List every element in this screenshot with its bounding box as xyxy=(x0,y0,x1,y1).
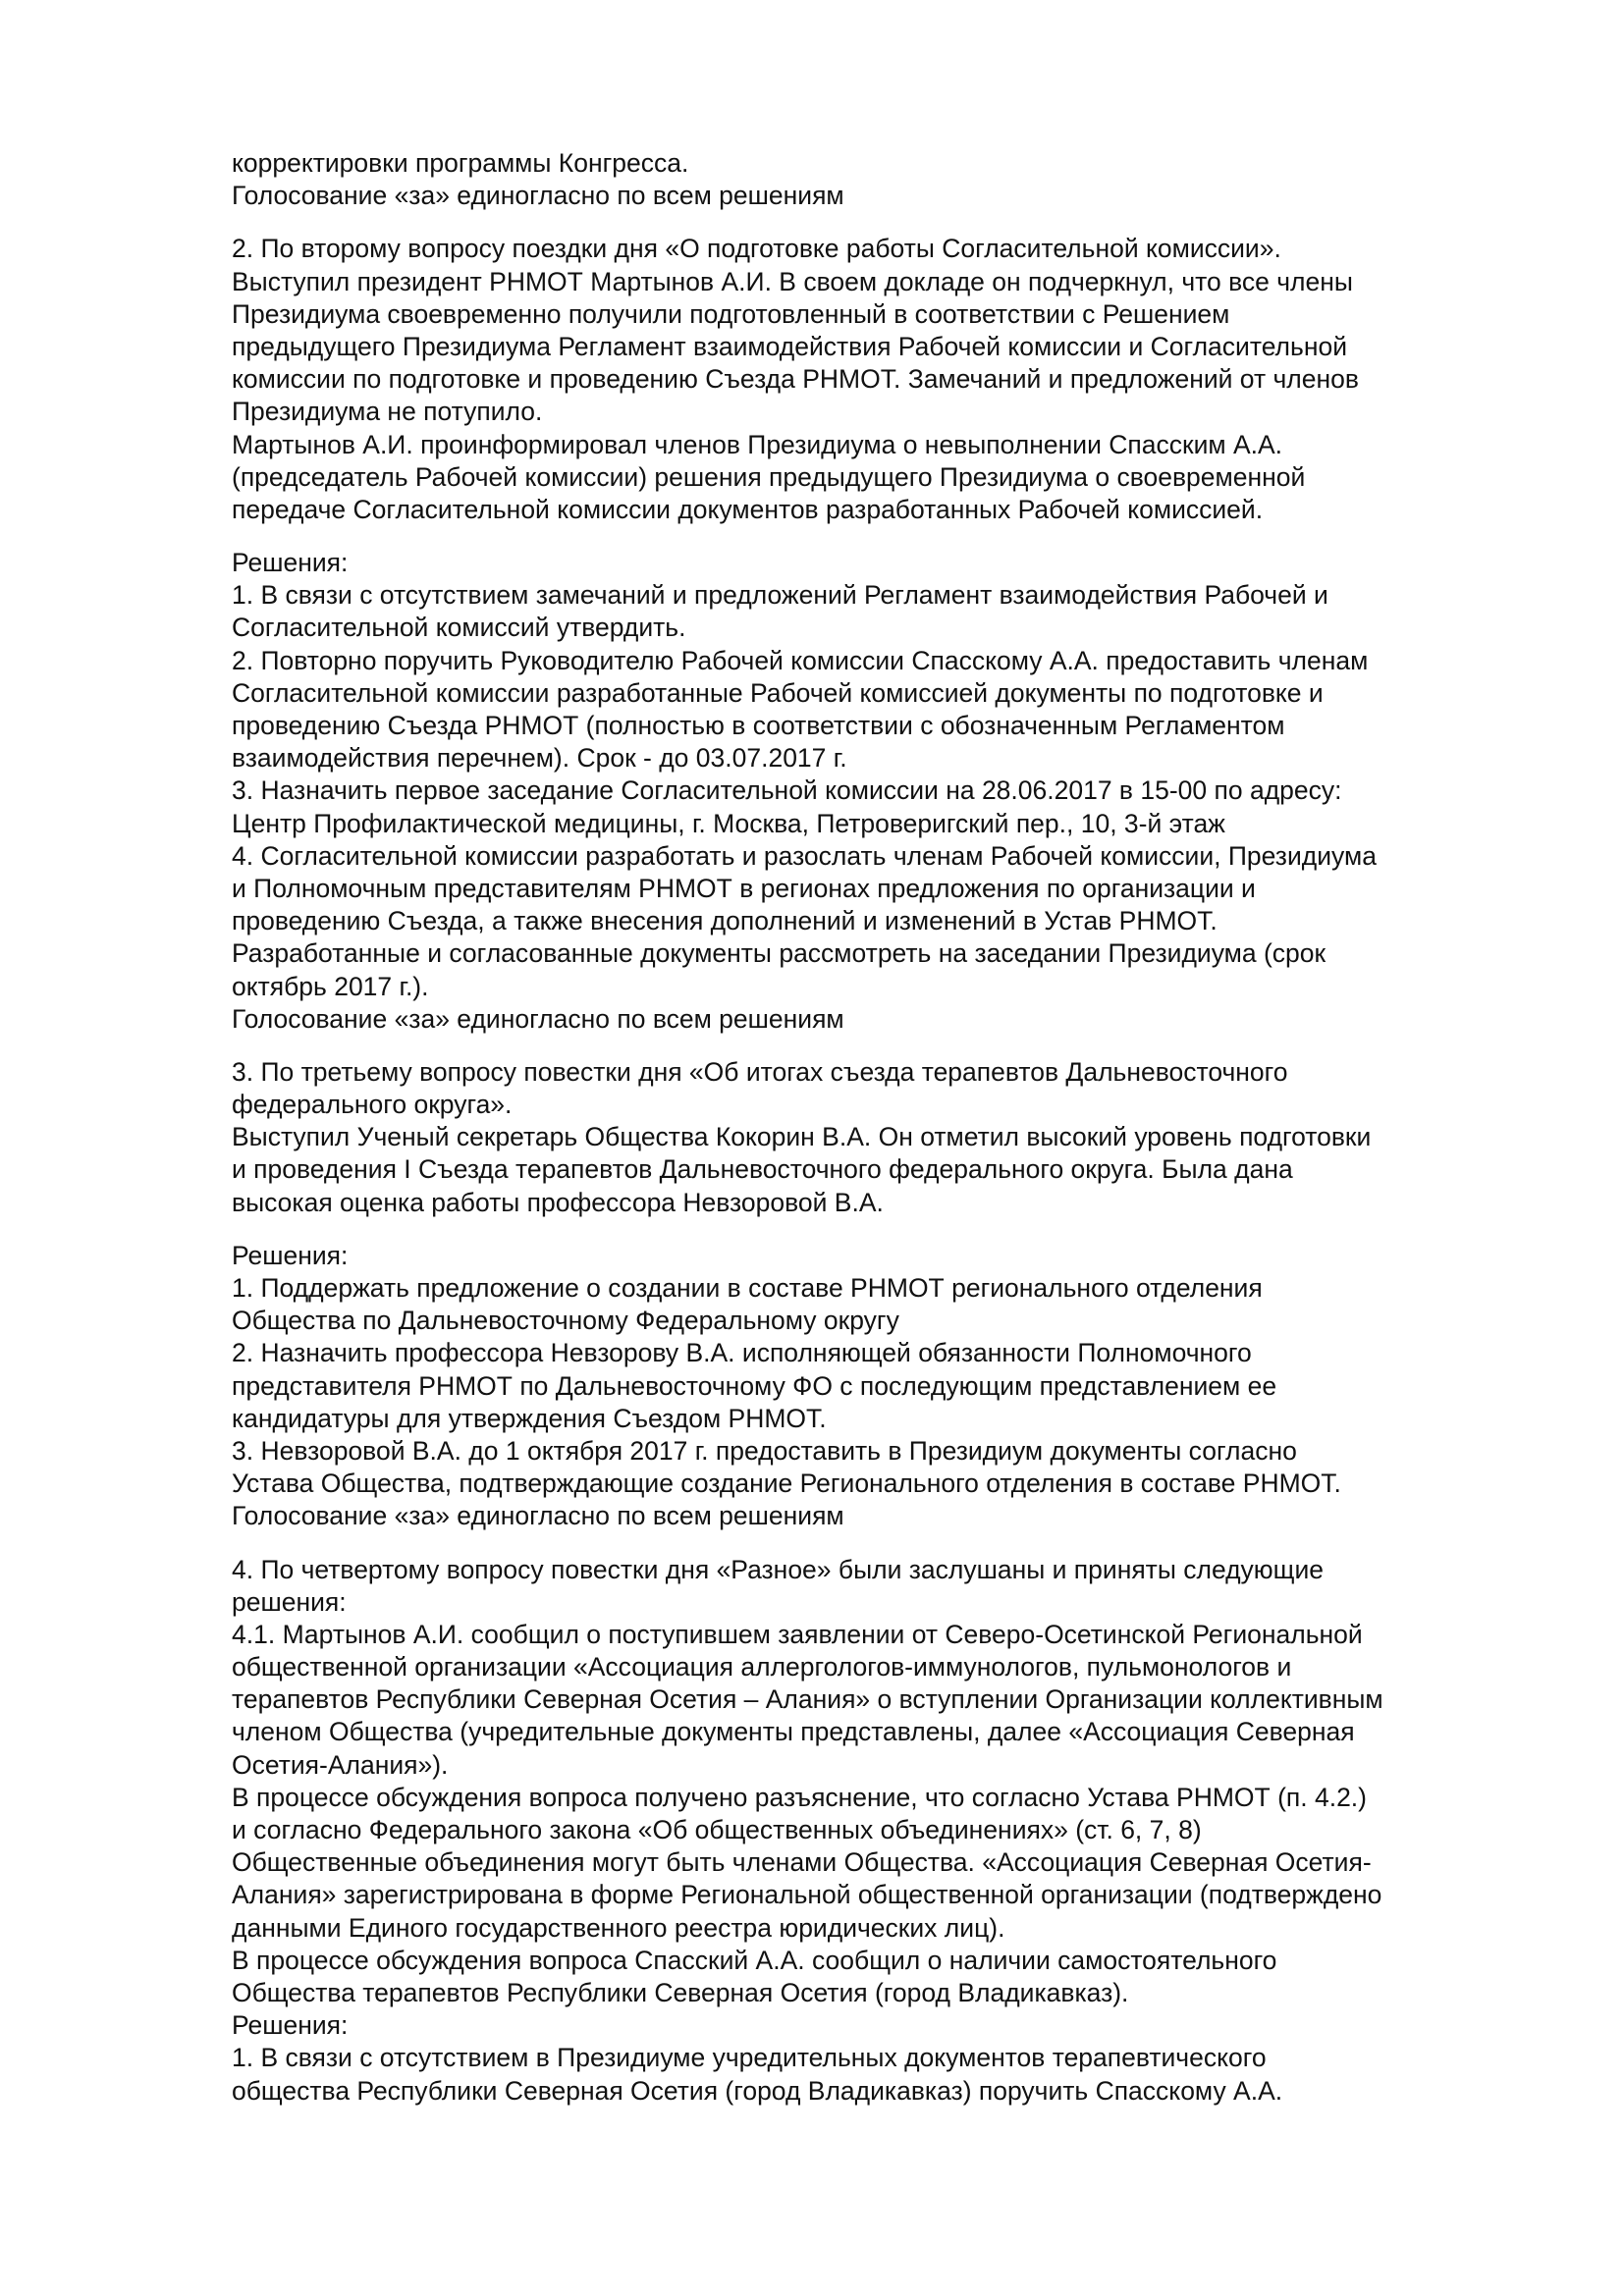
text-line: и согласно Федерального закона «Об общественных объединениях» (ст. 6, 7, 8) xyxy=(232,1815,1202,1844)
text-line: Президиума не потупило. xyxy=(232,397,543,427)
text-line: высокая оценка работы профессора Невзоровой В.А. xyxy=(232,1187,884,1217)
text-line: комиссии по подготовке и проведению Съезда РНМОТ. Замечаний и предложений от членов xyxy=(232,364,1359,395)
text-line: Осетия-Алания»). xyxy=(232,1749,449,1780)
text-line: В процессе обсуждения вопроса Спасский А.А. сообщил о наличии самостоятельного xyxy=(232,1945,1277,1975)
text-line: Центр Профилактической медицины, г. Москва, Петроверигский пер., 10, 3-й этаж xyxy=(232,808,1225,838)
document-body xyxy=(232,147,1508,2108)
text-line: Общественные объединения могут быть членами Общества. «Ассоциация Северная Осетия- xyxy=(232,1847,1372,1878)
text-line: Голосование «за» единогласно по всем решениям xyxy=(232,1003,844,1034)
text-line: корректировки программы Конгресса. xyxy=(232,148,689,178)
text-line: 3. По третьему вопросу повестки дня «Об итогах съезда терапевтов Дальневосточного xyxy=(232,1056,1288,1087)
text-line: Президиума своевременно получили подготовленный в соответствии с Решением xyxy=(232,298,1230,329)
text-line: Решения: xyxy=(232,2010,349,2041)
paragraph-gap xyxy=(232,212,1508,233)
text-line: Мартынов А.И. проинформировал членов Президиума о невыполнении Спасским А.А. xyxy=(232,429,1283,459)
paragraph-item-2-decisions xyxy=(232,547,1508,1036)
text-line: и проведения I Съезда терапевтов Дальневосточного федерального округа. Была дана xyxy=(232,1154,1293,1185)
text-line: предыдущего Президиума Регламент взаимодействия Рабочей комиссии и Согласительной xyxy=(232,331,1347,361)
text-line: 1. В связи с отсутствием замечаний и предложений Регламент взаимодействия Рабочей и xyxy=(232,580,1328,611)
text-line: 4.1. Мартынов А.И. сообщил о поступившем заявлении от Северо-Осетинской Региональной xyxy=(232,1619,1363,1649)
text-line: Общества терапевтов Республики Северная Осетия (город Владикавказ). xyxy=(232,1977,1129,2007)
paragraph-item-2 xyxy=(232,233,1508,526)
paragraph-gap xyxy=(232,1036,1508,1056)
text-line: Решения: xyxy=(232,1240,349,1270)
paragraph-intro xyxy=(232,147,1508,212)
paragraph-item-3 xyxy=(232,1056,1508,1219)
text-line: федерального округа». xyxy=(232,1090,513,1120)
text-line: передаче Согласительной комиссии документов разработанных Рабочей комиссией. xyxy=(232,494,1264,524)
text-line: Решения: xyxy=(232,548,349,578)
text-line: Согласительной комиссий утвердить. xyxy=(232,613,686,643)
text-line: 2. Повторно поручить Руководителю Рабочей комиссии Спасскому А.А. предоставить членам xyxy=(232,645,1369,675)
text-line: терапевтов Республики Северная Осетия – Алания» о вступлении Организации коллективным xyxy=(232,1684,1383,1715)
text-line: Голосование «за» единогласно по всем решениям xyxy=(232,1501,844,1531)
text-line: 4. Согласительной комиссии разработать и разослать членам Рабочей комиссии, Президиума xyxy=(232,840,1377,871)
text-line: общества Республики Северная Осетия (город Владикавказ) поручить Спасскому А.А. xyxy=(232,2075,1283,2106)
text-line: Согласительной комиссии разработанные Рабочей комиссией документы по подготовке и xyxy=(232,677,1324,708)
text-line: Выступил президент РНМОТ Мартынов А.И. В своем докладе он подчеркнул, что все члены xyxy=(232,266,1353,296)
text-line: Голосование «за» единогласно по всем решениям xyxy=(232,181,844,211)
text-line: взаимодействия перечнем). Срок - до 03.07.2017 г. xyxy=(232,743,847,774)
text-line: Общества по Дальневосточному Федеральному округу xyxy=(232,1306,899,1336)
text-line: 4. По четвертому вопросу повестки дня «Разное» были заслушаны и приняты следующие xyxy=(232,1554,1325,1584)
text-line: В процессе обсуждения вопроса получено разъяснение, что согласно Устава РНМОТ (п. 4.2.) xyxy=(232,1782,1367,1812)
text-line: Устава Общества, подтверждающие создание Регионального отделения в составе РНМОТ. xyxy=(232,1468,1341,1499)
text-line: представителя РНМОТ по Дальневосточному ФО с последующим представлением ее xyxy=(232,1370,1277,1401)
paragraph-gap xyxy=(232,1533,1508,1554)
text-line: кандидатуры для утверждения Съездом РНМОТ. xyxy=(232,1403,827,1433)
text-line: общественной организации «Ассоциация аллергологов-иммунологов, пульмонологов и xyxy=(232,1652,1292,1682)
text-line: данными Единого государственного реестра юридических лиц). xyxy=(232,1912,1005,1943)
text-line: проведению Съезда, а также внесения дополнений и изменений в Устав РНМОТ. xyxy=(232,906,1218,936)
paragraph-item-4 xyxy=(232,1554,1508,2108)
text-line: решения: xyxy=(232,1586,347,1617)
text-line: (председатель Рабочей комиссии) решения предыдущего Президиума о своевременной xyxy=(232,461,1306,492)
paragraph-item-3-decisions xyxy=(232,1240,1508,1533)
text-line: Разработанные и согласованные документы рассмотреть на заседании Президиума (срок xyxy=(232,938,1326,969)
text-line: 1. В связи с отсутствием в Президиуме учредительных документов терапевтического xyxy=(232,2043,1267,2073)
text-line: членом Общества (учредительные документы представлены, далее «Ассоциация Северная xyxy=(232,1717,1355,1747)
text-line: и Полномочным представителям РНМОТ в регионах предложения по организации и xyxy=(232,873,1256,903)
paragraph-gap xyxy=(232,1219,1508,1240)
text-line: октябрь 2017 г.). xyxy=(232,971,429,1001)
text-line: Выступил Ученый секретарь Общества Кокорин В.А. Он отметил высокий уровень подготовки xyxy=(232,1122,1372,1152)
text-line: проведению Съезда РНМОТ (полностью в соответствии с обозначенным Регламентом xyxy=(232,711,1285,740)
text-line: 3. Назначить первое заседание Согласительной комиссии на 28.06.2017 в 15-00 по адресу: xyxy=(232,775,1342,806)
text-line: Алания» зарегистрирована в форме Региональной общественной организации (подтверждено xyxy=(232,1880,1382,1910)
text-line: 3. Невзоровой В.А. до 1 октября 2017 г. предоставить в Президиум документы согласно xyxy=(232,1435,1297,1466)
paragraph-gap xyxy=(232,526,1508,547)
text-line: 2. Назначить профессора Невзорову В.А. исполняющей обязанности Полномочного xyxy=(232,1338,1252,1368)
text-line: 2. По второму вопросу поездки дня «О подготовке работы Согласительной комиссии». xyxy=(232,234,1281,264)
text-line: 1. Поддержать предложение о создании в составе РНМОТ регионального отделения xyxy=(232,1273,1263,1303)
